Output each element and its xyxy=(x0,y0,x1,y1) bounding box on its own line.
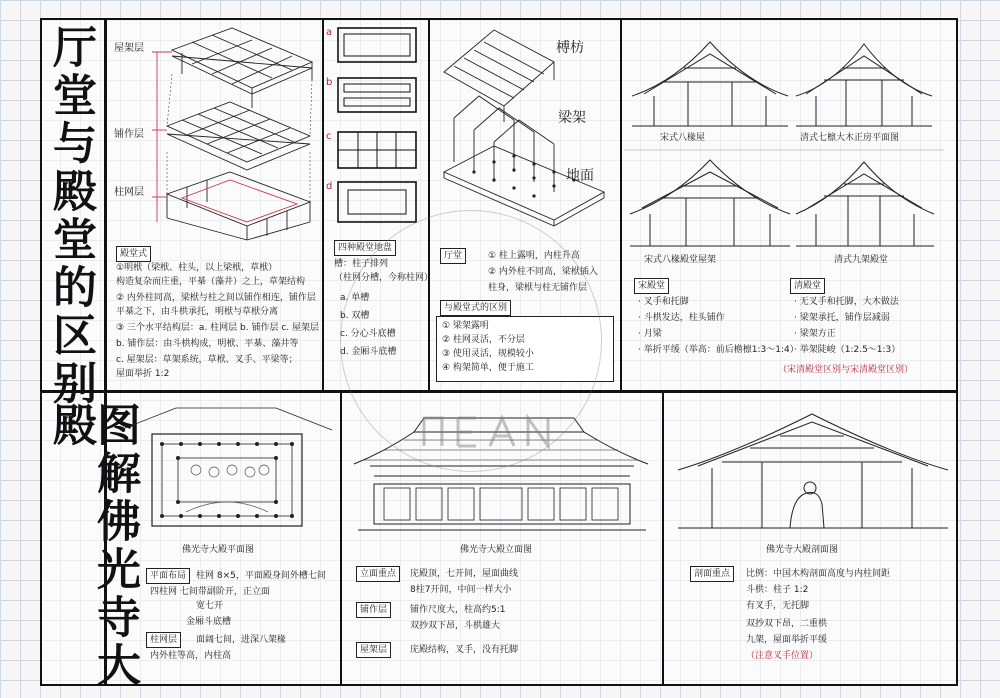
foguang-section-drawing xyxy=(672,404,954,536)
panel-d-heading-song: 宋殿堂 xyxy=(634,278,669,294)
caption-song-hall: 宋式八椽殿堂屋架 xyxy=(644,255,717,265)
panel-b-heading: 四种殿堂地盘 xyxy=(334,240,396,256)
panel-c-line1-1: ② 内外柱不同高，梁栿插入 xyxy=(488,267,598,277)
panel-b-line-1: （柱网分槽，今称柱网） xyxy=(334,273,434,283)
caption-plan: 佛光寺大殿平面图 xyxy=(182,545,255,555)
panel-b-line-4: c. 分心斗底槽 xyxy=(340,329,396,339)
col-divider-3 xyxy=(620,18,622,390)
panel-a-line-3: 平棊之下，由斗栱承托，明栿与草栿分离 xyxy=(116,307,279,317)
panel-e-line1-1: 四柱网 七间带副阶开，正立面 xyxy=(150,587,270,597)
panel-b-line-5: d. 金厢斗底槽 xyxy=(340,347,397,357)
panel-f-heading-3: 屋架层 xyxy=(356,642,391,658)
panel-c-line2-2: ③ 使用灵活，规模较小 xyxy=(442,349,534,359)
panel-a-line-0: ①明栿（梁栿、柱头，以上梁栿，草栿） xyxy=(116,263,278,273)
layer-label-roof: 屋架层 xyxy=(114,43,144,54)
panel-c-line1-0: ① 柱上露明，内柱升高 xyxy=(488,251,580,261)
watermark-logo-icon xyxy=(418,412,588,452)
panel-g-line1-2: 有叉手，无托脚 xyxy=(746,601,810,611)
panel-e-line1-0: 柱网 8×5，平面殿身间外槽七间 xyxy=(196,571,326,581)
section-comparison-drawings xyxy=(624,22,954,272)
panel-g-line1-1: 斗栱：柱子 1:2 xyxy=(746,585,809,595)
col-divider-1 xyxy=(322,18,324,390)
floor-plan-types-drawing xyxy=(328,22,424,232)
plan-mark-a: a xyxy=(326,27,333,38)
panel-e-heading-3: 柱网层 xyxy=(146,632,181,648)
panel-e-heading-1: 平面布局 xyxy=(146,568,190,584)
panel-a-line-2: ② 内外柱同高，梁栿与柱之间以铺作相连，铺作层 xyxy=(116,293,316,303)
panel-a-line-7: 屋面举折 1:2 xyxy=(116,369,170,379)
panel-e-heading-2: 金厢斗底槽 xyxy=(186,617,232,627)
panel-d-heading-qing: 清殿堂 xyxy=(790,278,825,294)
plan-mark-b: b xyxy=(326,77,333,88)
panel-e-line3-1: 内外柱等高，内柱高 xyxy=(150,651,232,661)
layer-label-column: 柱网层 xyxy=(114,187,144,198)
panel-f-line1-1: 8柱7开间，中间一样大小 xyxy=(410,585,512,595)
label-beam-frame: 梁架 xyxy=(558,110,586,126)
panel-f-line1-0: 庑殿顶，七开间，屋面曲线 xyxy=(410,569,519,579)
label-ground: 地面 xyxy=(566,168,594,184)
panel-a-line-6: c. 屋架层：草架系统，草栿、叉手、平梁等； xyxy=(116,355,298,365)
panel-c-line2-3: ④ 构架简单，便于施工 xyxy=(442,363,534,373)
title-bottom: 图解佛光寺大殿 xyxy=(45,402,140,690)
panel-a-line-1: 构造复杂而庄重，平棊（藻井）之上，草架结构 xyxy=(116,277,306,287)
title-top: 厅堂与殿堂的区别 xyxy=(45,24,96,408)
panel-c-line2-0: ① 梁架露明 xyxy=(442,321,489,331)
panel-e-line1-2: 宽七开 xyxy=(196,601,224,611)
plan-mark-c: c xyxy=(326,131,332,142)
panel-a-line-4: ③ 三个水平结构层：a. 柱网层 b. 铺作层 c. 屋架层 xyxy=(116,323,319,333)
caption-song-8-rafter: 宋式八椽屋 xyxy=(660,133,706,143)
panel-c-heading-1: 厅堂 xyxy=(440,248,466,264)
panel-d-song-0: · 叉手和托脚 xyxy=(638,297,689,307)
panel-g-line2-2: （注意叉手位置） xyxy=(746,651,819,661)
panel-d-qing-1: · 梁架承托，铺作层减弱 xyxy=(794,313,890,323)
panel-b-line-3: b. 双槽 xyxy=(340,311,370,321)
foguang-plan-drawing xyxy=(116,404,336,534)
panel-f-line2-0: 铺作尺度大，柱高约5:1 xyxy=(410,605,506,615)
panel-a-heading: 殿堂式 xyxy=(116,246,151,262)
panel-d-song-1: · 斗栱发达，柱头铺作 xyxy=(638,313,725,323)
panel-e-line3-0: 面阔七间，进深八架椽 xyxy=(196,635,287,645)
panel-d-qing-3: · 举架陡峻（1:2.5～1:3） xyxy=(794,345,901,355)
panel-c-line1-2: 柱身，梁栿与柱无铺作层 xyxy=(488,283,588,293)
caption-elevation: 佛光寺大殿立面图 xyxy=(460,545,533,555)
col-divider-5 xyxy=(662,390,664,686)
panel-f-heading-1: 立面重点 xyxy=(356,566,400,582)
panel-g-line2-1: 九架，屋面举折平缓 xyxy=(746,635,828,645)
caption-qing-hall: 清式九架殿堂 xyxy=(834,255,889,265)
panel-c-heading-2: 与殿堂式的区别 xyxy=(440,300,511,316)
label-purlin: 榑枋 xyxy=(556,40,584,56)
plan-mark-d: d xyxy=(326,181,333,192)
panel-a-line-5: b. 铺作层：由斗栱构成，明栿、平棊、藻井等 xyxy=(116,339,299,349)
caption-qing-7-purlin: 清式七檩大木正房平面图 xyxy=(800,133,900,143)
panel-b-line-2: a. 单槽 xyxy=(340,293,370,303)
panel-d-song-2: · 月梁 xyxy=(638,329,662,339)
layer-label-bracket: 铺作层 xyxy=(114,129,144,140)
panel-b-line-0: 槽：柱子排列 xyxy=(334,259,389,269)
hall-frame-axonometric-drawing xyxy=(434,22,616,230)
panel-d-qing-2: · 梁架方正 xyxy=(794,329,836,339)
panel-f-line2-1: 双抄双下昂，斗栱雄大 xyxy=(410,621,501,631)
watermark-logo xyxy=(418,412,588,460)
panel-c-line2-1: ② 柱网灵活，不分层 xyxy=(442,335,525,345)
panel-g-line1-0: 比例：中国木构剖面高度与内柱间距 xyxy=(746,569,891,579)
col-divider-4 xyxy=(340,390,342,686)
panel-g-line2-0: 双抄双下昂，二重栱 xyxy=(746,619,828,629)
panel-d-song-3: · 举折平缓（举高：前后檐檩1:3～1:4） xyxy=(638,345,799,355)
caption-section: 佛光寺大殿剖面图 xyxy=(766,545,839,555)
panel-d-note: （宋清殿堂区别与宋清殿堂区别） xyxy=(778,365,914,375)
panel-g-heading-1: 剖面重点 xyxy=(690,566,734,582)
panel-d-qing-0: · 无叉手和托脚，大木做法 xyxy=(794,297,899,307)
panel-f-line3-0: 庑殿结构，叉手，没有托脚 xyxy=(410,645,519,655)
panel-f-heading-2: 铺作层 xyxy=(356,602,391,618)
